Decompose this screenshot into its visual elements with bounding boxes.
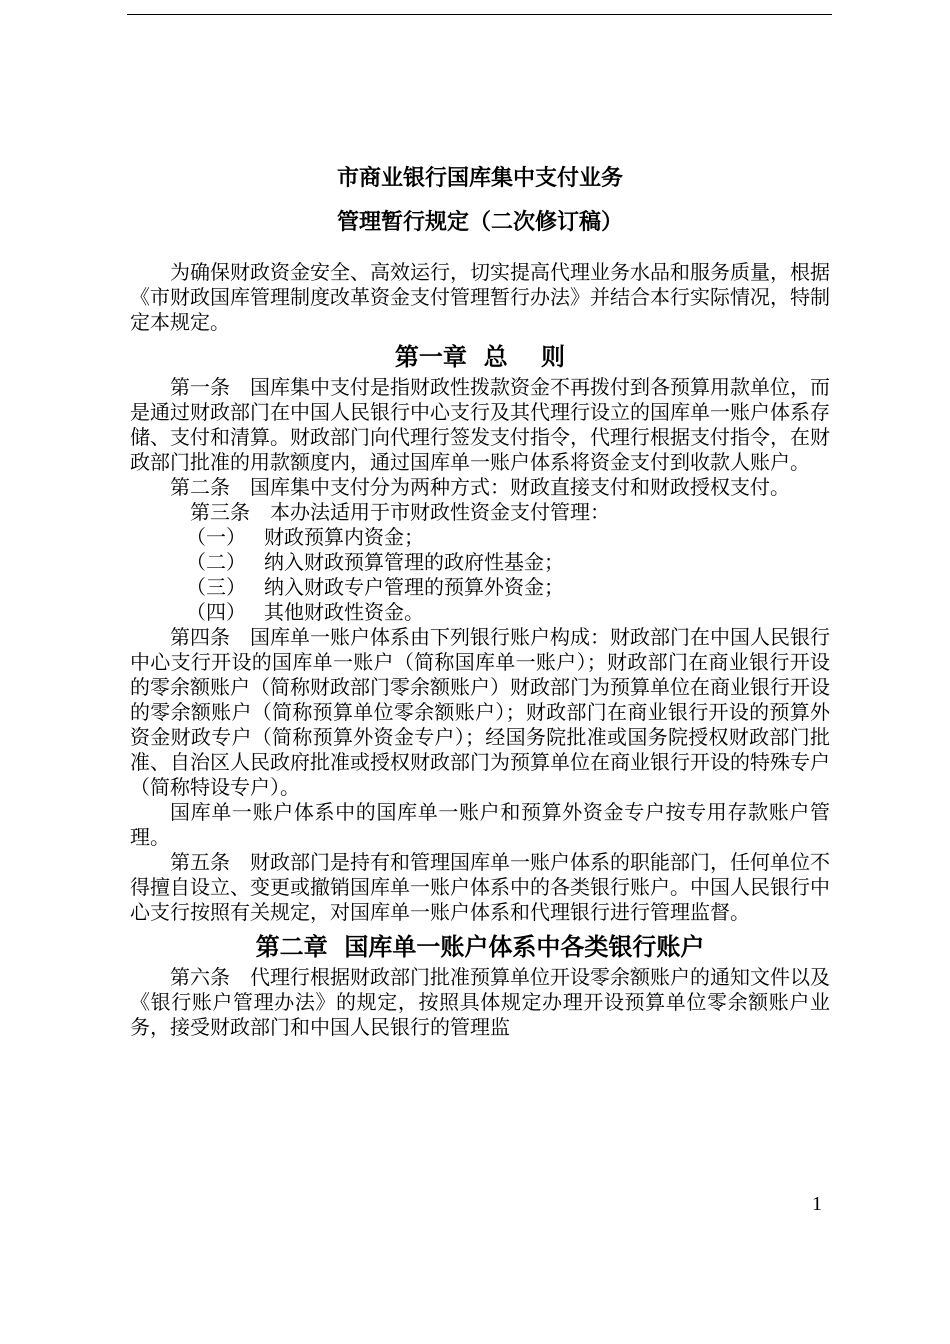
chapter2-heading: 第二章 国库单一账户体系中各类银行账户 [255,933,705,961]
document-title-line2: 管理暂行规定（二次修订稿） [336,210,623,235]
list-item-text: 纳入财政专户管理的预算外资金； [264,575,564,599]
article2: 第二条 国库集中支付分为两种方式：财政直接支付和财政授权支付。 [170,475,790,499]
list-item [130,525,830,550]
list-item-text: 其他财政性资金。 [264,600,424,624]
article6: 第六条 代理行根据财政部门批准预算单位开设零余额账户的通知文件以及《银行账户管理办法》的规定，按照具体规定办理开设预算单位零余额账户业务，接受财政部门和中国人民银行的管理监 [130,965,830,1039]
article4-supplement: 国库单一账户体系中的国库单一账户和预算外资金专户按专用存款账户管理。 [130,800,830,849]
list-item-number: （三） [186,575,246,599]
list-item [130,600,830,625]
list-item-text: 财政预算内资金； [264,525,424,549]
article1: 第一条 国库集中支付是指财政性拨款资金不再拨付到各预算用款单位，而是通过财政部门在中国人民银行中心支行及其代理行设立的国库单一账户体系存储、支付和清算。财政部门向代理行签发支付指令，代理行根据支付指令，在财政部门批准的用款额度内，通过国库单一账户体系将资金支付到收款人账户。 [130,375,830,474]
intro-paragraph: 为确保财政资金安全、高效运行，切实提高代理业务水品和服务质量，根据《市财政国库管理制度改革资金支付管理暂行办法》并结合本行实际情况，特制定本规定。 [130,260,830,334]
header-rule [127,14,832,15]
list-item-text: 纳入财政预算管理的政府性基金； [264,550,564,574]
article4: 第四条 国库单一账户体系由下列银行账户构成：财政部门在中国人民银行中心支行开设的国库单一账户（简称国库单一账户）；财政部门在商业银行开设的零余额账户（简称财政部门零余额账户）财政部门为预算单位在商业银行开设的零余额账户（简称预算单位零余额账户）；财政部门在商业银行开设的预算外资金财政专户（简称预算外资金专户）；经国务院批准或国务院授权财政部门批准、自治区人民政府批准或授权财政部门为预算单位在商业银行开设的特殊专户（简称特设专户）。 [130,625,830,799]
list-item [130,575,830,600]
list-item-number: （一） [186,525,246,549]
chapter1-heading: 第一章 总 则 [394,343,566,371]
article3: 第三条 本办法适用于市财政性资金支付管理： [190,500,610,524]
document-body [130,160,830,1040]
document-title-line1: 市商业银行国库集中支付业务 [336,166,623,191]
page-number: 1 [812,1193,822,1215]
list-item [130,550,830,575]
list-item-number: （二） [186,550,246,574]
article5: 第五条 财政部门是持有和管理国库单一账户体系的职能部门，任何单位不得擅自设立、变更或撤销国库单一账户体系中的各类银行账户。中国人民银行中心支行按照有关规定，对国库单一账户体系和代理银行进行管理监督。 [130,850,830,924]
list-item-number: （四） [186,600,246,624]
